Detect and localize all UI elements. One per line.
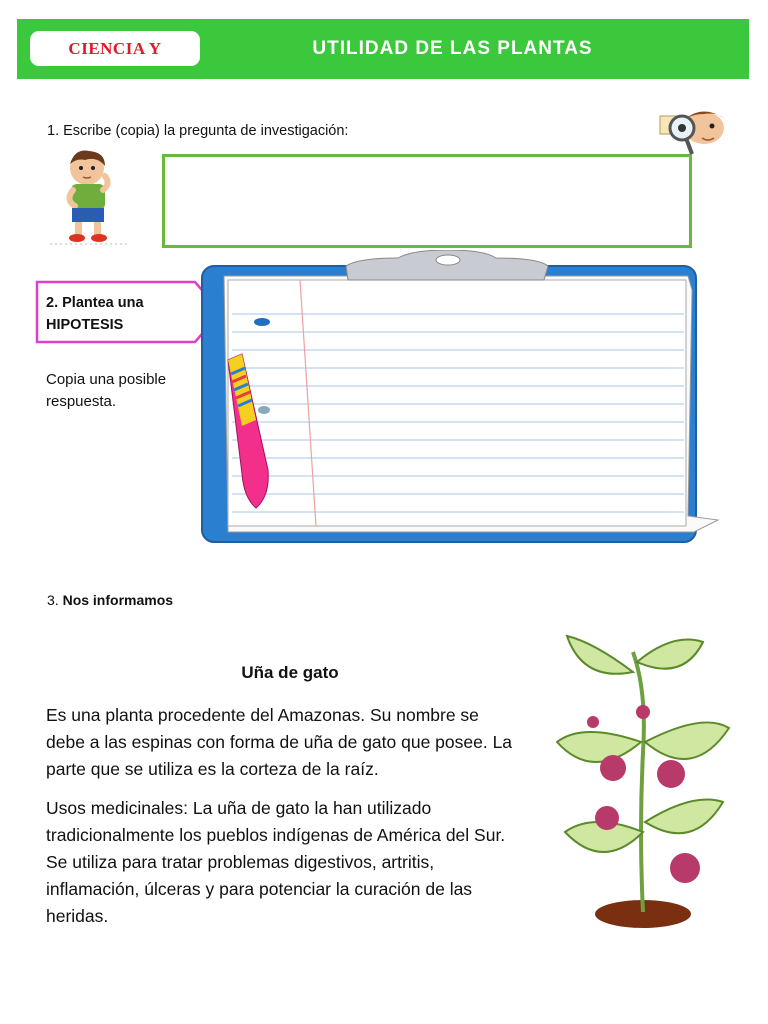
question-answer-box[interactable] [162,154,692,248]
question-1-label: 1. Escribe (copia) la pregunta de investigación: [47,123,349,139]
section-3-title: Nos informamos [62,592,174,608]
thinking-boy-icon [45,148,135,246]
article-paragraph-2: Usos medicinales: La uña de gato la han utilizado tradicionalmente los pueblos indígenas de América del Sur. Se utiliza para tratar problemas digestivos, artritis, inflamación, úlceras y para potenciar la curación de las heridas. [46,798,506,926]
clipboard-notepad-icon[interactable] [198,250,728,550]
article-title: Uña de gato [241,663,339,682]
section-3-number: 3. [47,592,59,608]
instruction-line-1: Copia una posible [46,371,167,388]
instruction-line-2: respuesta. [46,393,117,410]
cats-claw-plant-icon [553,632,733,932]
subject-label: CIENCIA Y [30,31,200,66]
hypothesis-heading [46,292,144,336]
hypothesis-line-1: 2. Plantea una [46,295,144,311]
article-paragraph-1: Es una planta procedente del Amazonas. Su nombre se debe a las espinas con forma de uña de gato que posee. La parte que se utiliza es la corteza de la raíz. [46,705,513,779]
hypothesis-line-2: HIPOTESIS [46,317,124,333]
page-title: UTILIDAD DE LAS PLANTAS [312,38,593,59]
detective-magnifier-icon [656,106,734,158]
hypothesis-instruction [46,369,166,413]
section-3-label [47,592,173,608]
